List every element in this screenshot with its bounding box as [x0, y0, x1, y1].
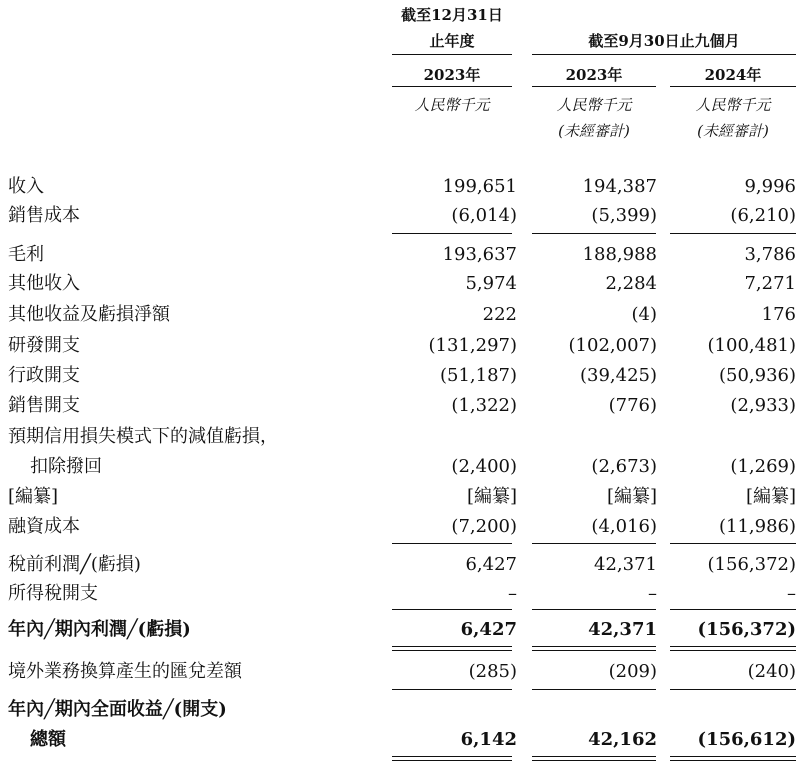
subtotal-rule-1: [392, 689, 512, 690]
table-row: [0, 422, 800, 452]
double-rule-top-1: [392, 646, 512, 647]
subtotal-rule-3: [670, 689, 796, 690]
unaudited-col-3: (未經審計): [697, 122, 769, 140]
table-row: [0, 482, 800, 512]
cell-value: 9,996: [744, 176, 796, 197]
row-label: 所得稅開支: [8, 583, 98, 604]
cell-value: (7,200): [451, 516, 517, 537]
header-year-end: 截至12月31日: [401, 6, 503, 24]
cell-value: (156,372): [697, 619, 796, 640]
cell-value: (285): [468, 661, 517, 682]
table-row: [0, 172, 800, 202]
subtotal-rule-2: [532, 609, 656, 610]
row-label: 年內╱期內利潤╱(虧損): [8, 619, 191, 640]
subtotal-rule-2: [532, 543, 656, 544]
row-label: 融資成本: [8, 516, 80, 537]
cell-value: –: [508, 583, 517, 604]
year-rule-3: [670, 86, 796, 87]
cell-value: 193,637: [442, 244, 517, 265]
table-row: [0, 579, 800, 609]
subtotal-rule-3: [670, 609, 796, 610]
row-label: 銷售開支: [8, 395, 80, 416]
table-row: [0, 550, 800, 580]
cell-value: 42,162: [588, 729, 657, 750]
double-rule-bottom-3: [670, 650, 796, 651]
cell-value: 188,988: [582, 244, 657, 265]
row-label: 行政開支: [8, 365, 80, 386]
cell-value: –: [648, 583, 657, 604]
subtotal-rule-1: [392, 233, 512, 234]
cell-value: (209): [608, 661, 657, 682]
table-row: [0, 331, 800, 361]
cell-value: (50,936): [718, 365, 796, 386]
unaudited-col-2: (未經審計): [558, 122, 630, 140]
cell-value: 222: [482, 304, 517, 325]
header-year-3: 2024年: [704, 66, 762, 84]
cell-value: (1,269): [730, 456, 796, 477]
double-rule-top-3: [670, 646, 796, 647]
double-rule-top-3: [670, 756, 796, 757]
cell-value: –: [787, 583, 796, 604]
header-year-2: 2023年: [565, 66, 623, 84]
cell-value: (102,007): [568, 335, 657, 356]
table-row: [0, 240, 800, 270]
row-label: 扣除撥回: [30, 456, 102, 477]
cell-value: 42,371: [594, 554, 657, 575]
header-rule-1: [392, 54, 512, 55]
row-label: 銷售成本: [8, 205, 80, 226]
cell-value: (776): [608, 395, 657, 416]
double-rule-top-2: [532, 756, 656, 757]
row-label: 其他收益及虧損淨額: [8, 304, 170, 325]
double-rule-bottom-1: [392, 650, 512, 651]
subtotal-rule-3: [670, 233, 796, 234]
cell-value: 42,371: [588, 619, 657, 640]
header-rule-2: [532, 54, 796, 55]
cell-value: (5,399): [591, 205, 657, 226]
table-row: [0, 269, 800, 299]
unit-col-1: 人民幣千元: [414, 96, 490, 114]
cell-value: (4): [631, 304, 657, 325]
cell-value: (2,673): [591, 456, 657, 477]
cell-value: (2,933): [730, 395, 796, 416]
cell-value: (131,297): [428, 335, 517, 356]
cell-value: (6,210): [730, 205, 796, 226]
cell-value: [編纂]: [745, 486, 796, 507]
cell-value: (51,187): [439, 365, 517, 386]
cell-value: (100,481): [707, 335, 796, 356]
unit-col-3: 人民幣千元: [695, 96, 771, 114]
double-rule-top-1: [392, 756, 512, 757]
cell-value: 176: [761, 304, 796, 325]
table-row: [0, 452, 800, 482]
row-label: 境外業務換算產生的匯兌差額: [8, 661, 242, 682]
table-row: [0, 615, 800, 645]
double-rule-bottom-2: [532, 760, 656, 761]
table-row: [0, 201, 800, 231]
cell-value: 6,427: [465, 554, 517, 575]
row-label: 稅前利潤╱(虧損): [8, 554, 141, 575]
row-label: 年內╱期內全面收益╱(開支): [8, 699, 227, 720]
table-row: [0, 361, 800, 391]
cell-value: [編纂]: [466, 486, 517, 507]
row-label: [編纂]: [8, 486, 59, 507]
table-row: [0, 512, 800, 542]
cell-value: (6,014): [451, 205, 517, 226]
cell-value: 6,427: [460, 619, 517, 640]
cell-value: (11,986): [718, 516, 796, 537]
cell-value: 3,786: [744, 244, 796, 265]
table-row: [0, 300, 800, 330]
row-label: 研發開支: [8, 335, 80, 356]
double-rule-top-2: [532, 646, 656, 647]
year-rule-2: [532, 86, 656, 87]
header-year-1: 2023年: [423, 66, 481, 84]
cell-value: [編纂]: [606, 486, 657, 507]
unit-col-2: 人民幣千元: [556, 96, 632, 114]
subtotal-rule-2: [532, 689, 656, 690]
table-row: [0, 695, 800, 725]
row-label: 收入: [8, 176, 44, 197]
cell-value: 6,142: [460, 729, 517, 750]
subtotal-rule-1: [392, 543, 512, 544]
header-year-end-sub: 止年度: [429, 32, 475, 50]
double-rule-bottom-2: [532, 650, 656, 651]
row-label: 其他收入: [8, 273, 80, 294]
subtotal-rule-1: [392, 609, 512, 610]
year-rule-1: [392, 86, 512, 87]
row-label: 毛利: [8, 244, 44, 265]
cell-value: 199,651: [442, 176, 517, 197]
row-label: 總額: [30, 729, 66, 750]
double-rule-bottom-1: [392, 760, 512, 761]
cell-value: 2,284: [605, 273, 657, 294]
table-row: [0, 391, 800, 421]
table-row: [0, 657, 800, 687]
cell-value: 7,271: [744, 273, 796, 294]
cell-value: (1,322): [451, 395, 517, 416]
cell-value: 5,974: [465, 273, 517, 294]
cell-value: (156,612): [697, 729, 796, 750]
cell-value: (156,372): [707, 554, 796, 575]
row-label: 預期信用損失模式下的減值虧損，: [8, 426, 278, 447]
cell-value: 194,387: [582, 176, 657, 197]
cell-value: (240): [747, 661, 796, 682]
table-row: [0, 725, 800, 755]
subtotal-rule-2: [532, 233, 656, 234]
subtotal-rule-3: [670, 543, 796, 544]
double-rule-bottom-3: [670, 760, 796, 761]
cell-value: (39,425): [579, 365, 657, 386]
header-nine-months: 截至9月30日止九個月: [588, 32, 740, 50]
cell-value: (2,400): [451, 456, 517, 477]
cell-value: (4,016): [591, 516, 657, 537]
